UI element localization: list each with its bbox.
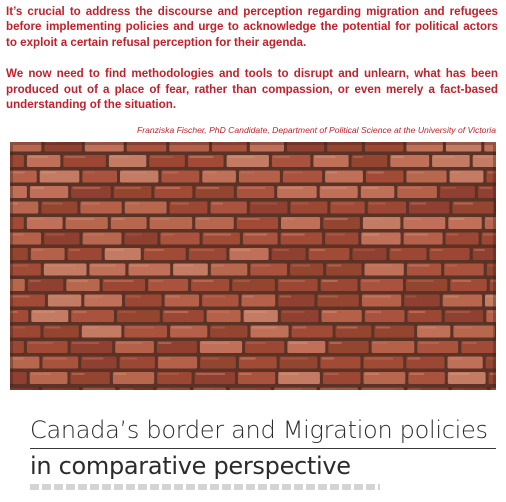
page-title-line-1: Canada’s border and Migration policies (30, 416, 488, 444)
brick-highlight (273, 249, 289, 251)
brick-highlight (163, 172, 178, 174)
brick-highlight (33, 311, 56, 313)
brick-highlight (327, 172, 338, 174)
brick-highlight (126, 327, 154, 329)
brick-highlight (292, 203, 309, 205)
brick-highlight (376, 327, 390, 329)
brick-highlight (204, 172, 217, 174)
brick-highlight (431, 249, 443, 251)
brick-highlight (69, 249, 80, 251)
brick-highlight (446, 311, 470, 313)
brick-highlight (446, 265, 457, 267)
brick-highlight (31, 187, 44, 189)
brick-highlight (252, 265, 271, 267)
brick-highlight (392, 156, 404, 158)
brick-highlight (31, 373, 50, 375)
brick-highlight (212, 327, 225, 329)
brick-highlight (280, 373, 299, 375)
brick-highlight (45, 265, 75, 267)
brick-highlight (197, 187, 219, 189)
brick-highlight (84, 234, 104, 236)
brick-highlight (72, 342, 99, 344)
brick-wall-image (10, 142, 496, 390)
brick-highlight (444, 296, 458, 298)
brick-highlight (86, 296, 103, 298)
brick-highlight (419, 327, 437, 329)
brick-highlight (159, 373, 179, 375)
brick-highlight (68, 280, 88, 282)
brick-highlight (410, 373, 424, 375)
brick-highlight (450, 218, 464, 220)
brick-highlight (441, 187, 456, 189)
brick-highlight (32, 249, 44, 251)
brick-highlight (365, 358, 393, 360)
brick-highlight (419, 342, 439, 344)
brick-highlight (73, 311, 87, 313)
brick-highlight (82, 203, 100, 205)
brick-highlight (474, 156, 496, 158)
brick-highlight (292, 265, 310, 267)
brick-highlight (84, 172, 95, 174)
brick-highlight (106, 249, 124, 251)
brick-highlight (190, 249, 214, 251)
brick-highlight (409, 311, 425, 313)
brick-highlight (366, 265, 392, 267)
brick-highlight (44, 358, 66, 360)
brick-highlight (72, 373, 85, 375)
brick-highlight (202, 358, 219, 360)
brick-highlight (164, 311, 188, 313)
brick-highlight (28, 156, 48, 158)
brick-highlight (83, 327, 98, 329)
brick-highlight (281, 358, 307, 360)
quote-attribution: Franziska Fischer, PhD Candidate, Department of Political Science at the University of Victoria (136, 125, 496, 135)
brick-highlight (49, 296, 73, 298)
brick-highlight (280, 296, 291, 298)
brick-highlight (365, 373, 379, 375)
brick-highlight (447, 234, 458, 236)
brick-highlight (411, 203, 427, 205)
brick-highlight (328, 265, 342, 267)
page-title-line-2: in comparative perspective (30, 452, 351, 480)
brick-highlight (399, 187, 422, 189)
brick-highlight (367, 172, 383, 174)
brick-highlight (322, 280, 337, 282)
brick-highlight (159, 358, 170, 360)
quote-paragraph-1: It’s crucial to address the discourse and perception regarding migration and refugees before implementing policies and urge to acknowledge the potential for political actors to exploit a certain refusal perception for their agenda. (6, 5, 498, 49)
brick-highlight (91, 265, 116, 267)
brick-highlight (293, 327, 306, 329)
brick-highlight (212, 265, 224, 267)
brick-highlight (252, 327, 277, 329)
brick-highlight (405, 234, 428, 236)
brick-highlight (193, 280, 214, 282)
brick-highlight (363, 296, 390, 298)
brick-highlight (65, 156, 86, 158)
brick-highlight (171, 203, 189, 205)
brick-highlight (283, 218, 295, 220)
brick-highlight (83, 358, 104, 360)
brick-highlight (244, 234, 267, 236)
brick-highlight (282, 234, 305, 236)
brick-highlight (247, 342, 266, 344)
brick-highlight (310, 249, 325, 251)
brick-highlight (243, 296, 254, 298)
brick-highlight (46, 234, 65, 236)
brick-highlight (239, 373, 251, 375)
brick-highlight (452, 280, 471, 282)
brick-highlight (196, 373, 225, 375)
brick-highlight (279, 187, 304, 189)
brick-highlight (145, 249, 164, 251)
brick-highlight (282, 311, 304, 313)
brick-highlight (228, 156, 255, 158)
brick-highlight (369, 203, 386, 205)
brick-highlight (162, 234, 175, 236)
brick-highlight (204, 296, 226, 298)
brick-highlight (434, 156, 455, 158)
brick-highlight (73, 187, 101, 189)
brick-highlight (45, 327, 60, 329)
brick-highlight (189, 156, 213, 158)
brick-highlight (234, 280, 250, 282)
brick-highlight (110, 156, 128, 158)
brick-highlight (67, 218, 94, 220)
brick-highlight (322, 358, 334, 360)
brick-highlight (172, 327, 192, 329)
brick-highlight (130, 265, 149, 267)
brick-highlight (251, 203, 277, 205)
brick-highlight (323, 311, 337, 313)
brick-highlight (289, 342, 308, 344)
brick-highlight (43, 203, 63, 205)
brick-highlight (337, 327, 357, 329)
brick-highlight (354, 249, 375, 251)
brick-highlight (245, 311, 267, 313)
brick-highlight (463, 342, 477, 344)
brick-highlight (112, 218, 124, 220)
brick-highlight (408, 172, 424, 174)
brick-highlight (273, 156, 289, 158)
brick-highlight (122, 172, 148, 174)
brick-highlight (114, 373, 126, 375)
brick-highlight (455, 327, 472, 329)
brick-highlight (119, 311, 136, 313)
brick-highlight (319, 296, 338, 298)
brick-highlight (121, 358, 137, 360)
brick-highlight (373, 342, 387, 344)
brick-highlight (208, 311, 230, 313)
brick-highlight (330, 342, 342, 344)
brick-highlight (324, 373, 338, 375)
brick-highlight (451, 172, 462, 174)
brick-highlight (353, 156, 363, 158)
brick-highlight (284, 172, 302, 174)
brick-highlight (449, 358, 462, 360)
brick-highlight (197, 218, 210, 220)
brick-highlight (366, 311, 381, 313)
brick-highlight (279, 280, 305, 282)
brick-highlight (325, 218, 348, 220)
brick-highlight (115, 187, 141, 189)
brick-highlight (212, 203, 223, 205)
brick-highlight (362, 280, 380, 282)
brick-highlight (406, 296, 417, 298)
brick-highlight (449, 373, 469, 375)
brick-highlight (408, 265, 429, 267)
brick-highlight (158, 342, 171, 344)
brick-highlight (117, 342, 143, 344)
brick-highlight (241, 172, 256, 174)
brick-highlight (29, 280, 40, 282)
brick-highlight (408, 358, 420, 360)
brick-highlight (327, 234, 345, 236)
brick-highlight (150, 280, 164, 282)
brick-highlight (231, 249, 250, 251)
cropped-subtitle-text (30, 484, 380, 490)
brick-highlight (151, 218, 170, 220)
brick-highlight (391, 249, 401, 251)
brick-highlight (364, 218, 382, 220)
brick-highlight (28, 218, 43, 220)
brick-highlight (126, 203, 139, 205)
brick-highlight (315, 156, 336, 158)
brick-highlight (41, 172, 56, 174)
brick-highlight (166, 296, 180, 298)
brick-highlight (408, 280, 434, 282)
brick-highlight (28, 342, 52, 344)
brick-highlight (238, 187, 265, 189)
quote-paragraph-2: We now need to find methodologies and tools to disrupt and unlearn, what has been produced out of a place of fear, rather than compassion, or even merely a fact-based understanding of the situation. (6, 67, 498, 112)
brick-highlight (332, 203, 355, 205)
brick-highlight (127, 296, 141, 298)
brick-highlight (454, 203, 473, 205)
title-block (30, 415, 496, 490)
brick-highlight (151, 156, 173, 158)
title-divider (30, 448, 496, 449)
brick-highlight (104, 280, 133, 282)
quote-block (6, 4, 498, 112)
brick-highlight (479, 187, 492, 189)
brick-highlight (238, 218, 260, 220)
brick-highlight (156, 187, 180, 189)
brick-highlight (362, 187, 378, 189)
brick-highlight (175, 265, 194, 267)
brick-highlight (126, 234, 142, 236)
brick-highlight (321, 187, 347, 189)
brick-highlight (405, 218, 422, 220)
brick-highlight (474, 249, 485, 251)
brick-highlight (204, 234, 231, 236)
brick-highlight (363, 234, 379, 236)
brick-highlight (240, 358, 255, 360)
brick-highlight (201, 342, 229, 344)
